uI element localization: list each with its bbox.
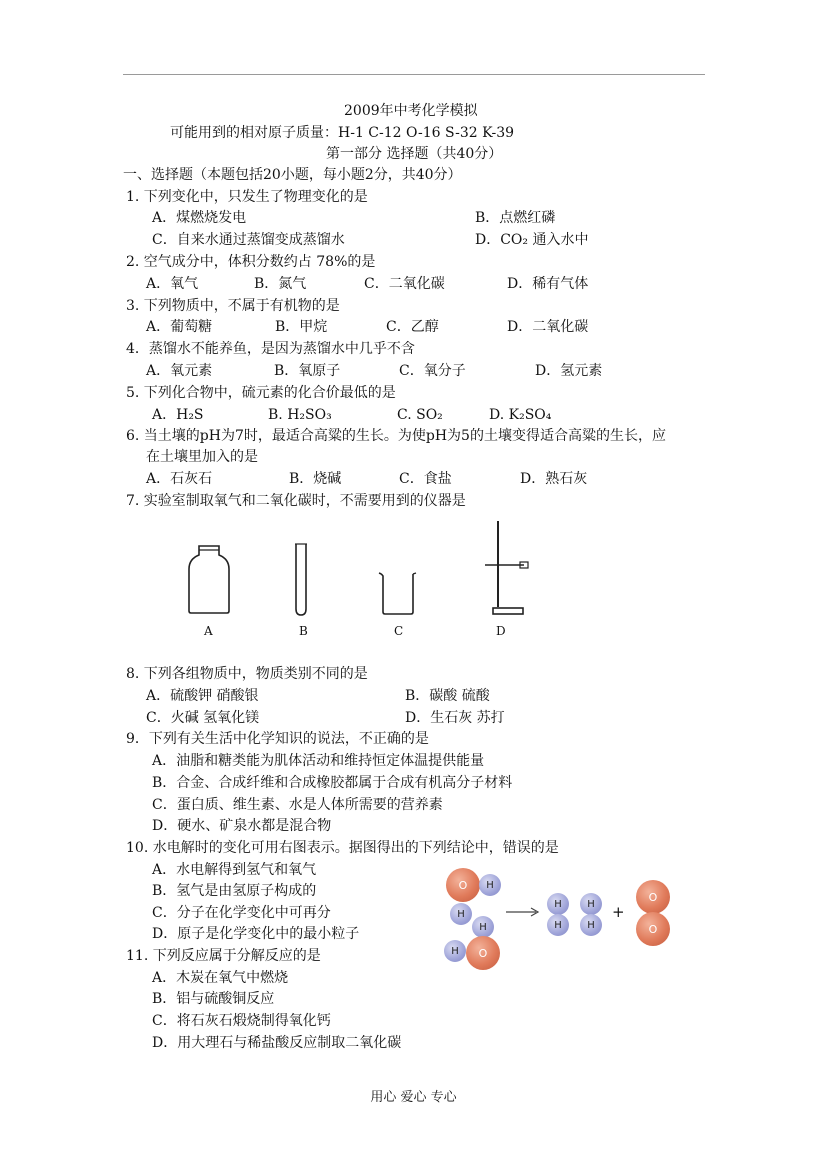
q9-option-c: C．蛋白质、维生素、水是人体所需要的营养素 [152,797,443,813]
q8-option-d: D．生石灰 苏打 [405,710,505,726]
instrument-label-a: A [204,624,213,638]
q8-option-b: B．碳酸 硫酸 [405,688,490,704]
reaction-arrow-icon [505,907,539,917]
question-6: 6. 当土壤的pH为7时，最适合高粱的生长。为使pH为5的土壤变得适合高粱的生长，应 [126,428,666,444]
q9-option-a: A．油脂和糖类能为肌体活动和维持恒定体温提供能量 [152,753,485,769]
q8-option-c: C．火碱 氢氧化镁 [146,710,260,726]
question-6-cont: 在土壤里加入的是 [146,449,258,465]
oxygen-atom: O [636,880,670,914]
q10-option-b: B．氢气是由氢原子构成的 [152,883,317,899]
q3-option-c: C．乙醇 [386,319,439,335]
iron-stand-icon [484,519,530,617]
q2-option-d: D．稀有气体 [507,276,589,292]
q3-option-d: D．二氧化碳 [507,319,589,335]
q2-option-b: B．氮气 [254,276,307,292]
hydrogen-atom: H [547,914,569,936]
question-9: 9．下列有关生活中化学知识的说法，不正确的是 [126,731,429,747]
hydrogen-atom: H [444,940,466,962]
q3-option-b: B．甲烷 [275,319,328,335]
q5-option-c: C. SO₂ [397,407,443,423]
reagent-bottle-icon [187,545,231,615]
q4-option-a: A．氧元素 [146,363,213,379]
plus-sign: + [612,903,625,921]
header-rule [123,74,705,75]
question-5: 5. 下列化合物中，硫元素的化合价最低的是 [126,385,396,401]
q5-option-a: A．H₂S [152,407,204,423]
oxygen-atom: O [636,912,670,946]
page-footer: 用心 爱心 专心 [370,1090,457,1105]
q4-option-d: D．氢元素 [535,363,603,379]
question-11: 11. 下列反应属于分解反应的是 [126,948,321,964]
question-10: 10. 水电解时的变化可用右图表示。据图得出的下列结论中，错误的是 [126,840,559,856]
question-4: 4．蒸馏水不能养鱼，是因为蒸馏水中几乎不含 [126,341,415,357]
q11-option-d: D．用大理石与稀盐酸反应制取二氧化碳 [152,1035,402,1051]
page-title: 2009年中考化学模拟 [344,103,478,119]
hydrogen-atom: H [580,893,602,915]
section-heading: 一、选择题（本题包括20小题，每小题2分，共40分） [123,167,462,183]
q11-option-a: A．木炭在氧气中燃烧 [152,970,289,986]
instrument-label-d: D [496,624,506,638]
q2-option-a: A．氧气 [146,276,199,292]
question-7: 7. 实验室制取氧气和二氧化碳时，不需要用到的仪器是 [126,493,466,509]
q1-option-a: A．煤燃烧发电 [152,210,247,226]
q1-option-d: D．CO₂ 通入水中 [475,232,589,248]
beaker-icon [378,572,418,616]
q3-option-a: A．葡萄糖 [146,319,213,335]
q6-option-d: D．熟石灰 [520,471,588,487]
question-8: 8. 下列各组物质中，物质类别不同的是 [126,666,368,682]
question-1: 1. 下列变化中，只发生了物理变化的是 [126,189,368,205]
q5-option-d: D. K₂SO₄ [489,407,552,423]
q2-option-c: C．二氧化碳 [364,276,445,292]
q9-option-d: D．硬水、矿泉水都是混合物 [152,818,332,834]
q6-option-a: A．石灰石 [146,471,213,487]
q10-option-a: A．水电解得到氢气和氧气 [152,862,317,878]
q4-option-b: B．氧原子 [274,363,341,379]
q5-option-b: B. H₂SO₃ [268,407,332,423]
instrument-label-b: B [299,624,308,638]
q1-option-c: C．自来水通过蒸馏变成蒸馏水 [152,232,345,248]
q8-option-a: A．硫酸钾 硝酸银 [146,688,259,704]
hydrogen-atom: H [450,903,472,925]
hydrogen-atom: H [472,916,494,938]
hydrogen-atom: H [547,893,569,915]
q6-option-b: B．烧碱 [289,471,342,487]
instrument-label-c: C [394,624,404,638]
test-tube-icon [294,543,308,617]
q11-option-b: B．铝与硫酸铜反应 [152,991,275,1007]
question-3: 3. 下列物质中，不属于有机物的是 [126,298,340,314]
q4-option-c: C．氧分子 [399,363,466,379]
hydrogen-atom: H [479,874,501,896]
hydrogen-atom: H [580,914,602,936]
q11-option-c: C．将石灰石煅烧制得氧化钙 [152,1013,331,1029]
q9-option-b: B．合金、合成纤维和合成橡胶都属于合成有机高分子材料 [152,775,513,791]
q10-option-d: D．原子是化学变化中的最小粒子 [152,926,360,942]
oxygen-atom: O [466,936,500,970]
q10-option-c: C．分子在化学变化中可再分 [152,905,331,921]
question-2: 2. 空气成分中，体积分数约占 78%的是 [126,254,376,270]
q1-option-b: B．点燃红磷 [475,210,556,226]
oxygen-atom: O [446,868,480,902]
q6-option-c: C．食盐 [399,471,452,487]
part-heading: 第一部分 选择题（共40分） [326,146,503,162]
atomic-masses: 可能用到的相对原子质量：H-1 C-12 O-16 S-32 K-39 [170,125,515,141]
